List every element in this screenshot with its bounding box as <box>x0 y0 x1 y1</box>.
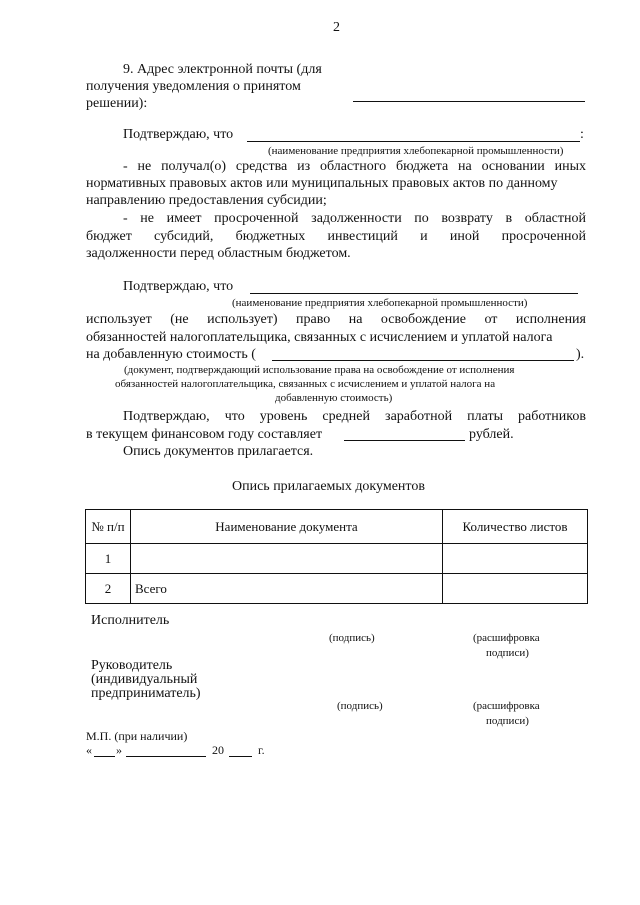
row-num: 2 <box>86 574 131 604</box>
email-label-line1: 9. Адрес электронной почты (для <box>123 62 322 77</box>
confirm1-caption: (наименование предприятия хлебопекарной промышленности) <box>268 145 564 157</box>
executor-decode-caption-line1: (расшифровка <box>473 632 540 644</box>
confirm2-line1: использует (не использует) право на освобождение от исполнения <box>86 312 586 327</box>
head-label-line1: Руководитель <box>91 658 173 673</box>
row-doc-name[interactable] <box>131 544 443 574</box>
vat-caption-line2: обязанностей налогоплательщика, связанных с исчислением и уплатой налога на <box>115 378 496 390</box>
row-num: 1 <box>86 544 131 574</box>
date-day-blank-line[interactable] <box>94 756 115 757</box>
executor-decode-caption-line2: подписи) <box>486 647 529 659</box>
date-month-blank-line[interactable] <box>126 756 206 757</box>
head-decode-caption-line2: подписи) <box>486 715 529 727</box>
date-year-prefix: 20 <box>212 743 224 757</box>
confirm2-line2: обязанностей налогоплательщика, связанных с исчислением и уплатой налога <box>86 330 553 345</box>
confirm1-line1: - не получал(о) средства из областного бюджета на основании иных <box>123 159 586 174</box>
confirm1-line3: направлению предоставления субсидии; <box>86 193 327 208</box>
row-doc-name: Всего <box>131 574 443 604</box>
email-label-line3: решении): <box>86 96 148 111</box>
confirm1-lead: Подтверждаю, что <box>123 127 234 142</box>
date-year-suffix: г. <box>258 743 265 757</box>
inventory-table <box>85 509 588 604</box>
date-year-blank-line[interactable] <box>229 756 252 757</box>
head-label-line2: (индивидуальный <box>91 672 198 687</box>
row-sheets[interactable] <box>443 544 588 574</box>
confirm1-line2: нормативных правовых актов или муниципальных правовых актов по данному <box>86 176 558 191</box>
confirm1-line6: задолженности перед областным бюджетом. <box>86 246 351 261</box>
vat-document-blank-line[interactable] <box>272 360 574 361</box>
date-open-quote: « <box>86 743 92 757</box>
table-header-row <box>86 510 588 544</box>
salary-amount-blank-line[interactable] <box>344 440 465 441</box>
head-signature-caption: (подпись) <box>337 700 383 712</box>
inventory-title: Опись прилагаемых документов <box>232 479 425 494</box>
confirm2-line3: на добавленную стоимость ( <box>86 347 256 362</box>
confirm1-line5: бюджет субсидий, бюджетных инвестиций и иной просроченной <box>86 229 586 244</box>
salary-unit: рублей. <box>469 427 514 442</box>
confirm1-colon: : <box>580 127 584 142</box>
confirm2-blank-line[interactable] <box>250 293 578 294</box>
header-num: № п/п <box>86 510 131 544</box>
executor-signature-caption: (подпись) <box>329 632 375 644</box>
row-sheets[interactable] <box>443 574 588 604</box>
salary-line2: в текущем финансовом году составляет <box>86 427 323 442</box>
executor-label: Исполнитель <box>91 613 170 628</box>
header-doc-name: Наименование документа <box>131 510 443 544</box>
salary-line1: Подтверждаю, что уровень средней заработной платы работников <box>123 409 586 424</box>
confirm2-line3-end: ). <box>576 347 585 362</box>
stamp-label: М.П. (при наличии) <box>86 729 188 743</box>
email-label-line2: получения уведомления о принятом <box>86 79 301 94</box>
head-decode-caption-line1: (расшифровка <box>473 700 540 712</box>
confirm2-lead: Подтверждаю, что <box>123 279 234 294</box>
docs-attached: Опись документов прилагается. <box>123 444 314 459</box>
confirm1-line4: - не имеет просроченной задолженности по возврату в областной <box>123 211 586 226</box>
head-label-line3: предприниматель) <box>91 686 201 701</box>
table-row <box>86 544 588 574</box>
confirm2-caption: (наименование предприятия хлебопекарной промышленности) <box>232 297 528 309</box>
header-sheets: Количество листов <box>443 510 588 544</box>
vat-caption-line1: (документ, подтверждающий использование права на освобождение от исполнения <box>124 364 515 376</box>
date-close-quote: » <box>116 743 122 757</box>
table-row <box>86 574 588 604</box>
email-blank-line[interactable] <box>353 101 585 102</box>
page-number: 2 <box>333 20 340 35</box>
confirm1-blank-line[interactable] <box>247 141 580 142</box>
vat-caption-line3: добавленную стоимость) <box>275 392 393 404</box>
